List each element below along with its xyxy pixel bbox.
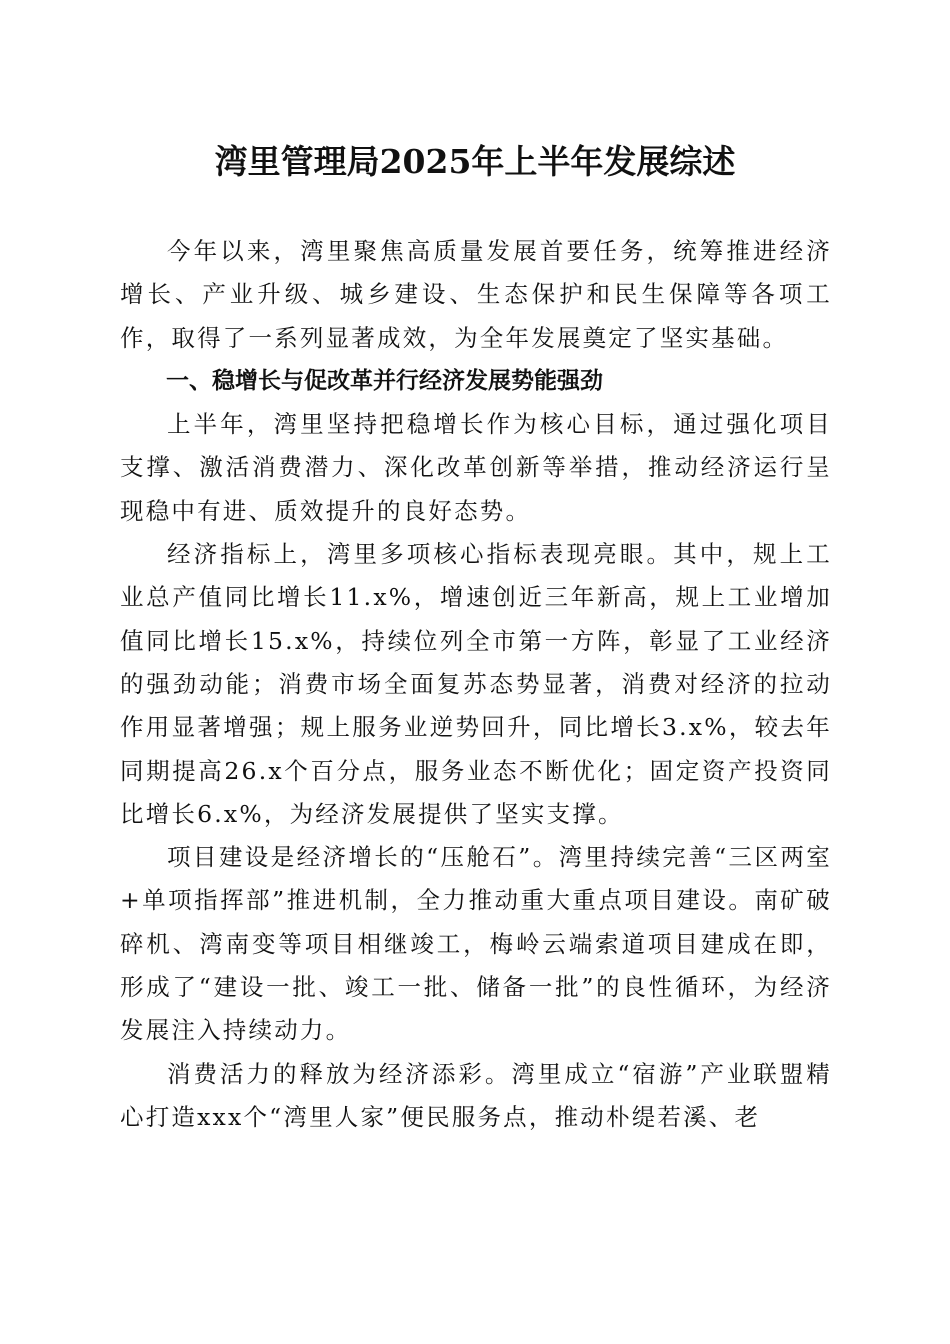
- section-heading: 一、稳增长与促改革并行经济发展势能强劲: [166, 367, 603, 394]
- document-body: [120, 230, 832, 1139]
- body-paragraph: 经济指标上，湾里多项核心指标表现亮眼。其中，规上工业总产值同比增长11.x%，增速创近三年新高，规上工业增加值同比增长15.x%，持续位列全市第一方阵，彰显了工业经济的强劲动能；消费市场全面复苏态势显著，消费对经济的拉动作用显著增强；规上服务业逆势回升，同比增长3.x%，较去年同期提高26.x个百分点，服务业态不断优化；固定资产投资同比增长6.x%，为经济发展提供了坚实支撑。: [120, 540, 832, 828]
- document-title: 湾里管理局2025年上半年发展综述: [214, 142, 736, 181]
- body-paragraph: 消费活力的释放为经济添彩。湾里成立“宿游”产业联盟精心打造xxx个“湾里人家”便民服务点，推动朴缇若溪、老: [120, 1059, 832, 1131]
- body-paragraph: 项目建设是经济增长的“压舱石”。湾里持续完善“三区两室+单项指挥部”推进机制，全力推动重大重点项目建设。南矿破碎机、湾南变等项目相继竣工，梅岭云端索道项目建成在即，形成了“建设一批、竣工一批、储备一批”的良性循环，为经济发展注入持续动力。: [120, 843, 832, 1045]
- body-paragraph: 上半年，湾里坚持把稳增长作为核心目标，通过强化项目支撑、激活消费潜力、深化改革创新等举措，推动经济运行呈现稳中有进、质效提升的良好态势。: [120, 410, 832, 525]
- intro-paragraph: 今年以来，湾里聚焦高质量发展首要任务，统筹推进经济增长、产业升级、城乡建设、生态保护和民生保障等各项工作，取得了一系列显著成效，为全年发展奠定了坚实基础。: [120, 237, 832, 352]
